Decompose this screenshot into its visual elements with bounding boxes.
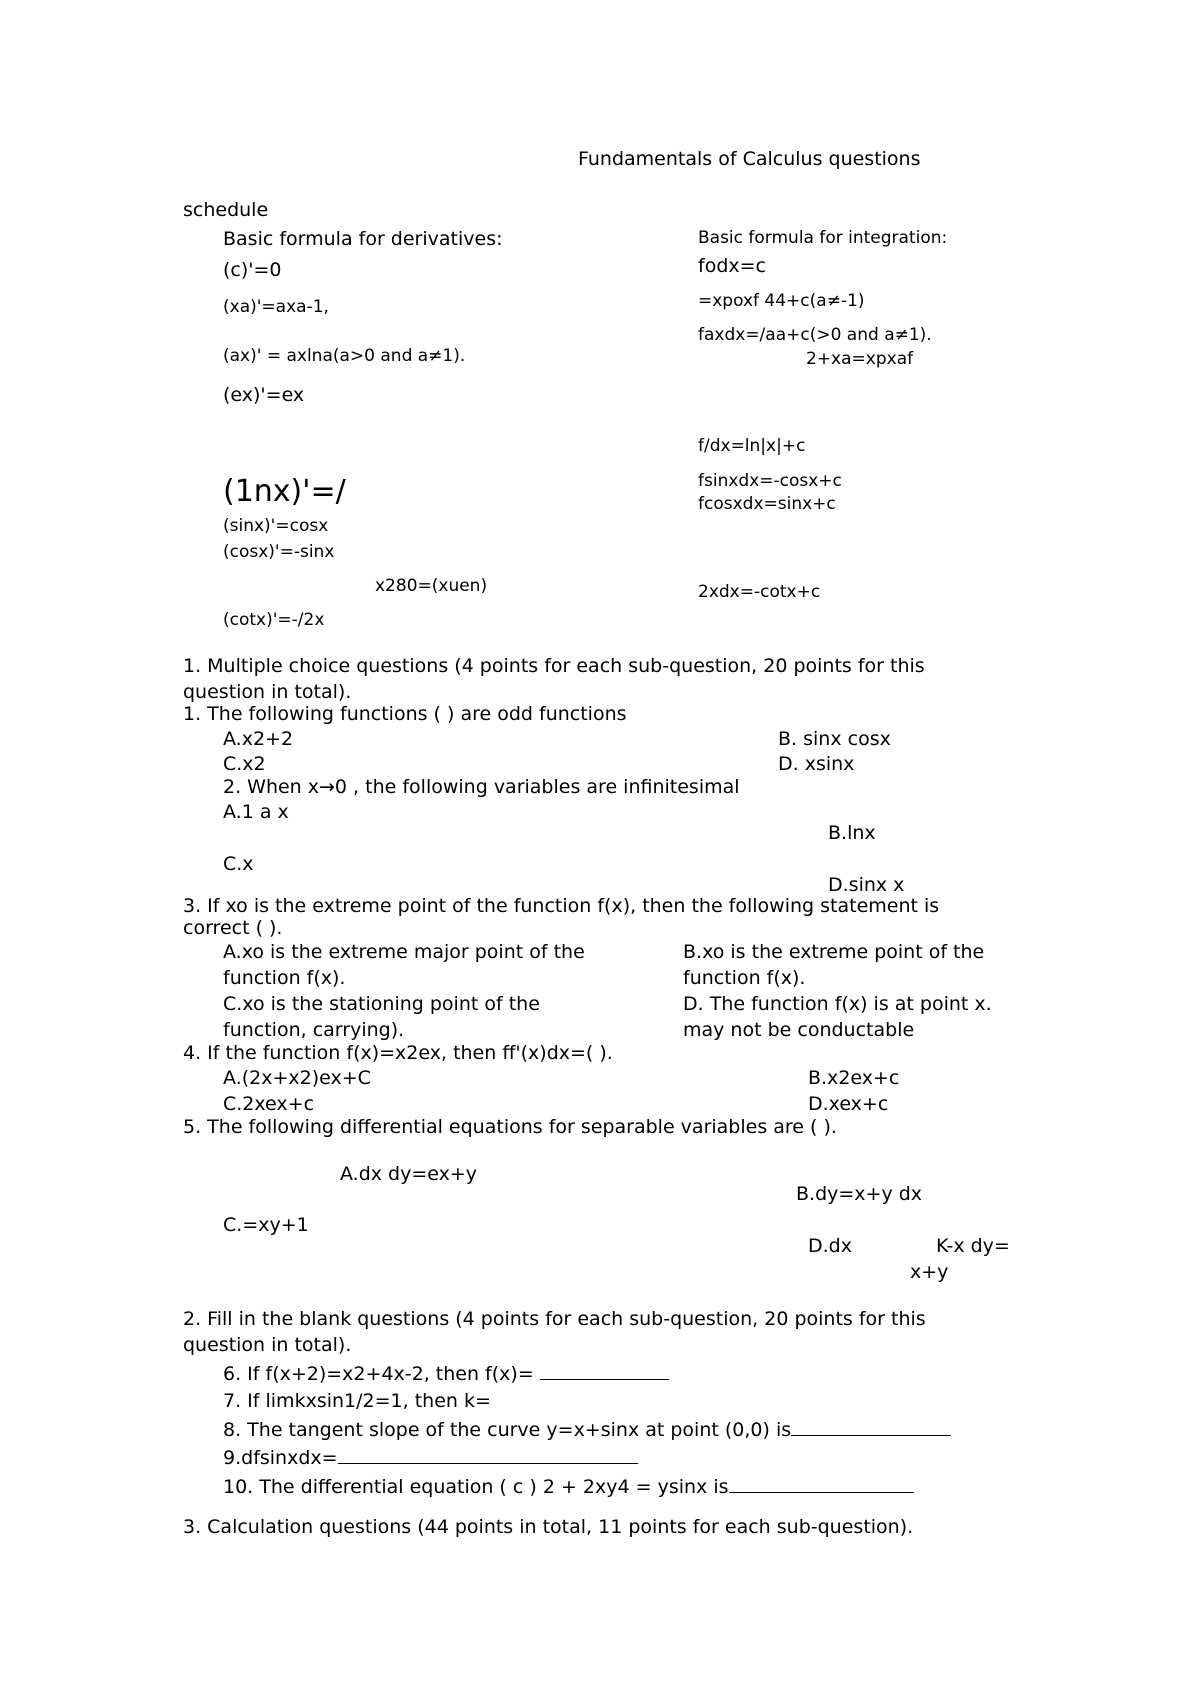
fill-question-9-text: 9.dfsinxdx= bbox=[223, 1447, 338, 1469]
question-2: 2. When x→0 , the following variables are infinitesimal bbox=[223, 776, 740, 798]
schedule-heading: schedule bbox=[183, 199, 269, 221]
derivative-formula: (ax)' = axlna(a>0 and a≠1). bbox=[223, 346, 466, 366]
derivative-formula: (ex)'=ex bbox=[223, 384, 305, 406]
question-4: 4. If the function f(x)=x2ex, then ff'(x)dx=( ). bbox=[183, 1042, 613, 1064]
derivative-formula: (xa)'=axa-1, bbox=[223, 297, 329, 317]
option-c: C.=xy+1 bbox=[223, 1214, 309, 1236]
integral-formula: faxdx=/aa+c(>0 and a≠1). bbox=[698, 325, 932, 345]
integral-formula: fcosxdx=sinx+c bbox=[698, 494, 836, 514]
question-3-cont: correct ( ). bbox=[183, 917, 283, 939]
answer-blank[interactable] bbox=[540, 1361, 669, 1380]
integral-formula: 2+xa=xpxaf bbox=[806, 349, 914, 369]
part2-heading: 2. Fill in the blank questions (4 points for each sub-question, 20 points for this bbox=[183, 1308, 926, 1330]
integration-heading: Basic formula for integration: bbox=[698, 228, 948, 248]
option-d: D. xsinx bbox=[778, 753, 855, 775]
option-c-cont: function, carrying). bbox=[223, 1019, 405, 1041]
option-b: B.x2ex+c bbox=[808, 1067, 900, 1089]
option-b: B.xo is the extreme point of the bbox=[683, 941, 985, 963]
page-title: Fundamentals of Calculus questions bbox=[578, 148, 921, 170]
derivative-formula: (sinx)'=cosx bbox=[223, 516, 329, 536]
option-b: B. sinx cosx bbox=[778, 728, 891, 750]
option-c: C.x bbox=[223, 853, 254, 875]
question-5: 5. The following differential equations for separable variables are ( ). bbox=[183, 1116, 837, 1138]
fill-question-9 bbox=[223, 1445, 638, 1470]
option-b: B.lnx bbox=[828, 822, 876, 844]
option-a: A.dx dy=ex+y bbox=[340, 1163, 478, 1185]
fill-question-10-text: 10. The differential equation ( c ) 2 + 2xy4 = ysinx is bbox=[223, 1476, 729, 1498]
option-d: D.dx bbox=[808, 1235, 852, 1257]
part1-heading: 1. Multiple choice questions (4 points for each sub-question, 20 points for this bbox=[183, 655, 925, 677]
fill-question-8-text: 8. The tangent slope of the curve y=x+sinx at point (0,0) is bbox=[223, 1419, 792, 1441]
derivative-formula: x280=(xuen) bbox=[375, 576, 488, 596]
derivative-formula: (c)'=0 bbox=[223, 259, 282, 281]
fill-question-7: 7. If limkxsin1/2=1, then k= bbox=[223, 1390, 491, 1412]
question-3: 3. If xo is the extreme point of the function f(x), then the following statement is bbox=[183, 895, 940, 917]
option-a: A.(2x+x2)ex+C bbox=[223, 1067, 371, 1089]
option-d-part: x+y bbox=[910, 1261, 949, 1283]
part3-heading: 3. Calculation questions (44 points in total, 11 points for each sub-question). bbox=[183, 1516, 914, 1538]
question-1: 1. The following functions ( ) are odd functions bbox=[183, 703, 627, 725]
option-a: A.xo is the extreme major point of the bbox=[223, 941, 585, 963]
derivative-formula: (cotx)'=-/2x bbox=[223, 610, 325, 630]
option-d-part: K-x dy= bbox=[936, 1235, 1010, 1257]
option-d: D.sinx x bbox=[828, 874, 905, 896]
option-a-cont: function f(x). bbox=[223, 967, 346, 989]
answer-blank[interactable] bbox=[729, 1474, 914, 1493]
answer-blank[interactable] bbox=[338, 1445, 638, 1464]
integral-formula: 2xdx=-cotx+c bbox=[698, 582, 821, 602]
fill-question-10 bbox=[223, 1474, 914, 1499]
fill-question-6-text: 6. If f(x+2)=x2+4x-2, then f(x)= bbox=[223, 1363, 540, 1385]
integral-formula: fsinxdx=-cosx+c bbox=[698, 471, 842, 491]
derivative-formula: (cosx)'=-sinx bbox=[223, 542, 335, 562]
integral-formula: fodx=c bbox=[698, 255, 766, 277]
option-a: A.1 a x bbox=[223, 801, 289, 823]
derivatives-heading: Basic formula for derivatives: bbox=[223, 228, 503, 250]
option-c: C.2xex+c bbox=[223, 1093, 315, 1115]
option-b-cont: function f(x). bbox=[683, 967, 806, 989]
option-c: C.xo is the stationing point of the bbox=[223, 993, 540, 1015]
option-a: A.x2+2 bbox=[223, 728, 294, 750]
option-d: D. The function f(x) is at point x. bbox=[683, 993, 992, 1015]
answer-blank[interactable] bbox=[791, 1417, 951, 1436]
integral-formula: =xpoxf 44+c(a≠-1) bbox=[698, 291, 865, 311]
option-d: D.xex+c bbox=[808, 1093, 889, 1115]
option-c: C.x2 bbox=[223, 753, 266, 775]
option-b: B.dy=x+y dx bbox=[796, 1183, 923, 1205]
fill-question-6 bbox=[223, 1361, 669, 1386]
fill-question-8 bbox=[223, 1417, 951, 1442]
derivative-formula-large: (1nx)'=/ bbox=[223, 474, 346, 509]
option-d-cont: may not be conductable bbox=[683, 1019, 915, 1041]
part1-heading-cont: question in total). bbox=[183, 681, 352, 703]
part2-heading-cont: question in total). bbox=[183, 1334, 352, 1356]
integral-formula: f/dx=ln|x|+c bbox=[698, 436, 806, 456]
